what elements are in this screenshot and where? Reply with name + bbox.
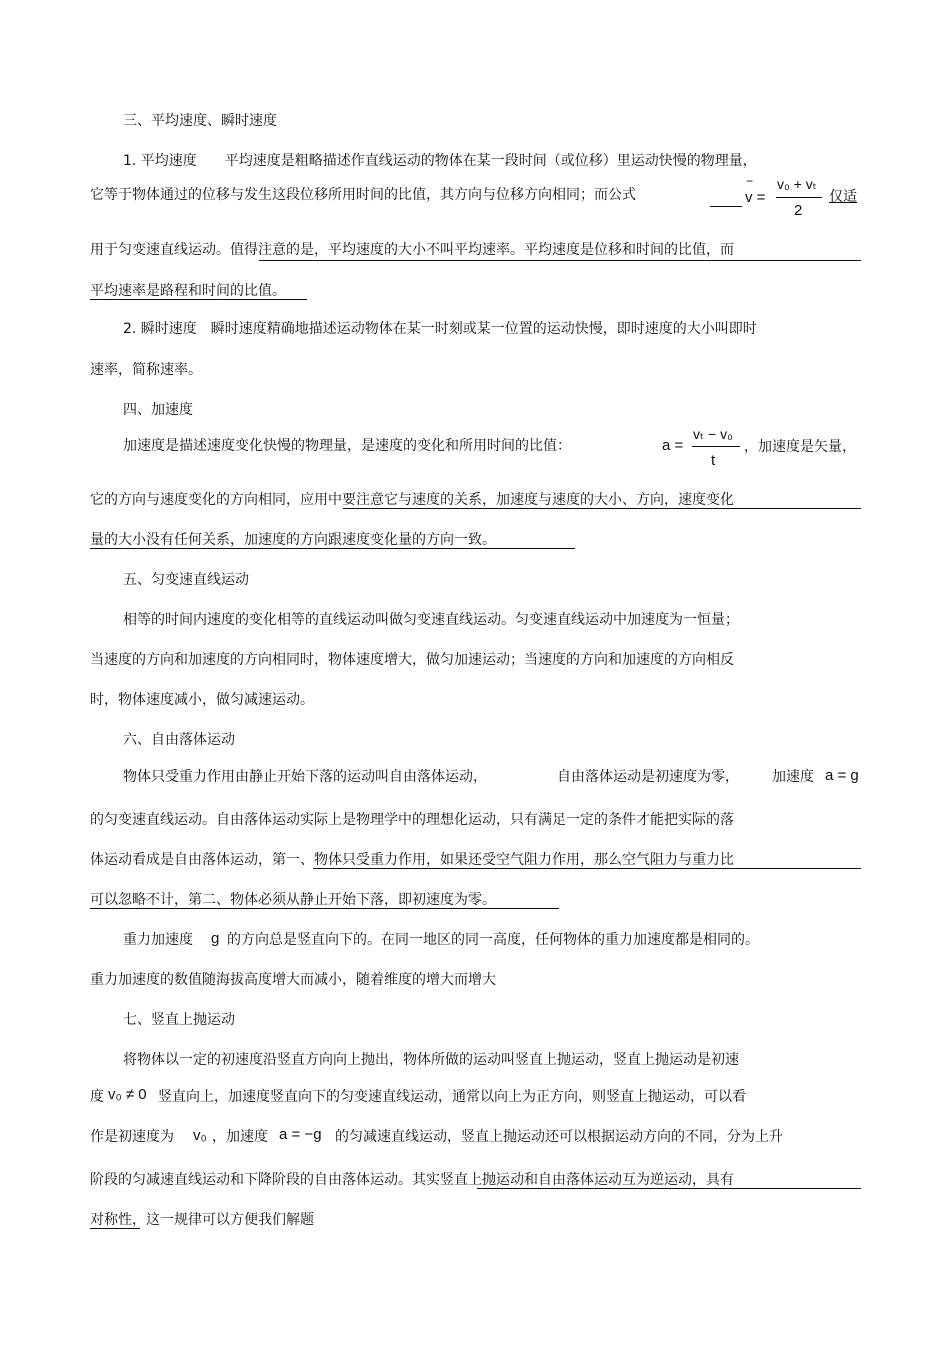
underline [90, 908, 559, 909]
paragraph-line: 竖直向上，加速度竖直向下的匀变速直线运动，通常以向上为正方向，则竖直上抛运动，可以看 [158, 1089, 746, 1105]
paragraph-line: 作是初速度为 [90, 1129, 174, 1145]
paragraph-line: 1. 平均速度 平均速度是粗略描述作直线运动的物体在某一段时间（或位移）里运动快慢的物理量， [123, 153, 757, 169]
section-heading-vertical-throw: 七、竖直上抛运动 [123, 1012, 235, 1028]
formula-a-minus-g: a = −g [279, 1126, 322, 1143]
paragraph-line: 相等的时间内速度的变化相等的直线运动叫做匀变速直线运动。匀变速直线运动中加速度为一恒量； [123, 612, 739, 628]
underline [313, 868, 861, 869]
section-heading-free-fall: 六、自由落体运动 [123, 732, 235, 748]
underline [90, 299, 307, 300]
formula-numerator: vₜ − v₀ [693, 426, 733, 442]
paragraph-line: 的匀减速直线运动，竖直上抛运动还可以根据运动方向的不同，分为上升 [335, 1129, 783, 1145]
underline [90, 1228, 140, 1229]
paragraph-line: 量的大小没有任何关系，加速度的方向跟速度变化量的方向一致。 [90, 532, 496, 548]
paragraph-line: 对称性，这一规律可以方便我们解题 [90, 1212, 314, 1228]
fraction-bar [692, 446, 740, 447]
paragraph-line: 将物体以一定的初速度沿竖直方向向上抛出，物体所做的运动叫竖直上抛运动，竖直上抛运动是初速 [123, 1052, 739, 1068]
paragraph-line: 用于匀变速直线运动。值得注意的是，平均速度的大小不叫平均速率。平均速度是位移和时间的比值，而 [90, 242, 734, 258]
underline [90, 548, 575, 549]
paragraph-line: 时，物体速度减小，做匀减速运动。 [90, 692, 314, 708]
paragraph-line: 体运动看成是自由落体运动，第一、物体只受重力作用，如果还受空气阻力作用，那么空气阻力与重力比 [90, 852, 734, 868]
formula-numerator: v₀ + vₜ [777, 176, 817, 192]
formula-lhs: v = [745, 189, 766, 206]
formula-v0-not-zero: v₀ ≠ 0 [108, 1086, 147, 1103]
formula-denominator: 2 [794, 202, 803, 219]
paragraph-line: 加速度 [772, 769, 814, 785]
fraction-bar [776, 197, 822, 198]
paragraph-line: 它等于物体通过的位移与发生这段位移所用时间的比值，其方向与位移方向相同；而公式 [90, 187, 636, 203]
paragraph-line: 2. 瞬时速度 瞬时速度精确地描述运动物体在某一时刻或某一位置的运动快慢，即时速度的大小叫即时 [123, 321, 757, 337]
section-heading-uniform-acceleration: 五、匀变速直线运动 [123, 572, 249, 588]
paragraph-line: 阶段的匀减速直线运动和下降阶段的自由落体运动。其实竖直上抛运动和自由落体运动互为逆运动，具有 [90, 1172, 734, 1188]
section-heading-average-velocity: 三、平均速度、瞬时速度 [123, 113, 277, 129]
paragraph-line: 可以忽略不计，第二、物体必须从静止开始下落，即初速度为零。 [90, 892, 496, 908]
underline [259, 260, 861, 261]
paragraph-line: 它的方向与速度变化的方向相同，应用中要注意它与速度的关系，加速度与速度的大小、方向，速度变化 [90, 492, 734, 508]
paragraph-line: 自由落体运动是初速度为零， [557, 769, 739, 785]
paragraph-line-tail: ，加速度是矢量， [744, 439, 856, 455]
paragraph-line-tail: 仅适 [829, 189, 857, 205]
vbar-overbar: − [746, 174, 754, 188]
formula-a-equals-g: a = g [825, 767, 859, 784]
underline [343, 508, 861, 509]
paragraph-line: 重力加速度的数值随海拔高度增大而减小，随着维度的增大而增大 [90, 972, 496, 988]
paragraph-line: 的匀变速直线运动。自由落体运动实际上是物理学中的理想化运动，只有满足一定的条件才能把实际的落 [90, 812, 734, 828]
paragraph-line: 度 [90, 1089, 104, 1105]
symbol-g: g [211, 930, 220, 947]
paragraph-line: 重力加速度 [123, 932, 193, 948]
paragraph-line: 平均速率是路程和时间的比值。 [90, 283, 286, 299]
formula-lhs: a = [662, 437, 684, 454]
paragraph-line: 物体只受重力作用由静止开始下落的运动叫自由落体运动， [123, 769, 487, 785]
paragraph-line: 加速度是描述速度变化快慢的物理量，是速度的变化和所用时间的比值： [123, 438, 571, 454]
underline [477, 1188, 861, 1189]
paragraph-line: 当速度的方向和加速度的方向相同时，物体速度增大，做匀加速运动；当速度的方向和加速度的方向相反 [90, 652, 734, 668]
section-heading-acceleration: 四、加速度 [123, 402, 193, 418]
paragraph-line: ，加速度 [212, 1129, 268, 1145]
paragraph-line: 的方向总是竖直向下的。在同一地区的同一高度，任何物体的重力加速度都是相同的。 [227, 932, 759, 948]
paragraph-line: 速率，简称速率。 [90, 362, 202, 378]
symbol-v0: v₀ [193, 1127, 207, 1144]
blank-underline [710, 206, 742, 207]
formula-denominator: t [711, 452, 716, 469]
